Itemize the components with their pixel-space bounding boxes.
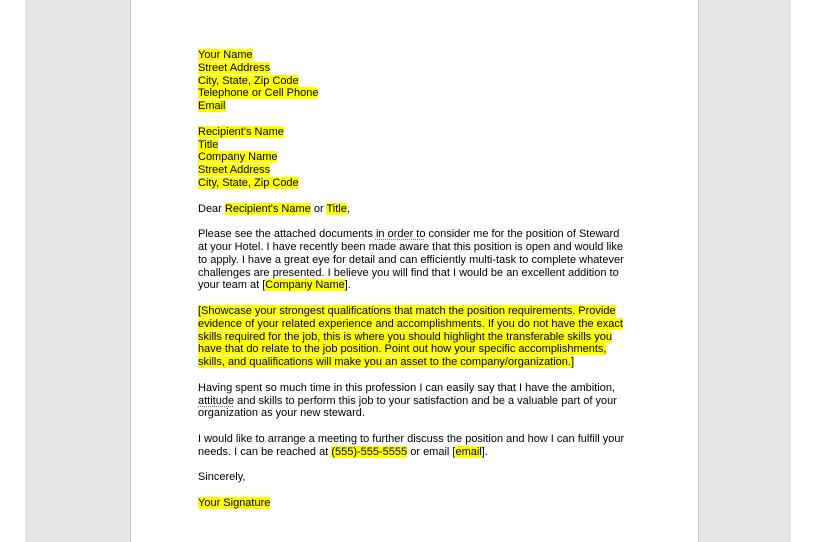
qualifications-line-5 <box>198 356 638 369</box>
recipient-title-line <box>198 139 638 152</box>
qualifications-line-4 <box>198 343 638 356</box>
sender-street-line <box>198 62 638 75</box>
sender-street: Street Address <box>198 61 271 74</box>
meeting-line-2-e: ]. <box>481 445 488 458</box>
qualifications-line-3 <box>198 331 638 344</box>
qualifications-line-1 <box>198 305 638 318</box>
salutation-end: , <box>346 202 350 215</box>
meeting-email: email <box>455 445 482 458</box>
experience-line-3: organization as your new steward. <box>198 407 365 420</box>
experience-line-2 <box>198 395 638 408</box>
experience-line-2-b: and skills to perform this job to your satisfaction and be a valuable part of your <box>234 394 617 407</box>
sender-name-line <box>198 49 638 62</box>
salutation-name: Recipient's Name <box>224 202 311 215</box>
qualifications-text-1: [Showcase your strongest qualifications that match the position requirements. Provide <box>198 304 616 317</box>
sender-city-line <box>198 75 638 88</box>
intro-company-name: Company Name <box>265 279 345 292</box>
meeting-line-1: I would like to arrange a meeting to further discuss the position and how I can fulfill your <box>198 432 625 445</box>
meeting-line-2-c: or email [ <box>407 445 456 458</box>
meeting-phone: (555)-555-5555 <box>331 445 408 458</box>
sender-phone: Telephone or Cell Phone <box>198 87 319 100</box>
recipient-name-line <box>198 126 638 139</box>
paragraph-meeting <box>198 433 638 459</box>
intro-line-5 <box>198 279 638 292</box>
salutation-or: or <box>310 202 327 215</box>
qualifications-line-2 <box>198 318 638 331</box>
intro-line-5-c: ]. <box>344 279 351 292</box>
intro-line-1 <box>198 228 638 241</box>
recipient-city-line <box>198 177 638 190</box>
sender-phone-line <box>198 87 638 100</box>
letter-body[interactable] <box>198 49 638 510</box>
qualifications-text-4: have that do relate to the job position. Point out how your specific accomplishments, <box>198 343 607 356</box>
recipient-street-line <box>198 164 638 177</box>
grammar-flag-in-order-to[interactable]: in order to <box>375 228 426 241</box>
recipient-city: City, State, Zip Code <box>198 176 299 189</box>
qualifications-text-2: evidence of your related experience and accomplishments. If you do not have the exact <box>198 317 623 330</box>
grammar-flag-attitude[interactable]: attitude <box>198 394 235 407</box>
experience-line-1: Having spent so much time in this profession I can easily say that I have the ambition, <box>198 381 615 394</box>
sender-name: Your Name <box>198 49 253 61</box>
salutation <box>198 203 638 216</box>
qualifications-text-3: skills required for the job, this is where you should highlight the transferable skills you <box>198 330 612 343</box>
intro-line-3: to apply. I have a great eye for detail and can efficiently multi-task to complete whatever <box>198 253 624 266</box>
recipient-street: Street Address <box>198 164 271 177</box>
salutation-dear: Dear <box>198 202 225 215</box>
sender-email: Email <box>198 100 226 113</box>
recipient-company-line <box>198 151 638 164</box>
closing: Sincerely, <box>198 471 246 484</box>
intro-line-5-a: your team at [ <box>198 279 266 292</box>
intro-line-2: at your Hotel. I have recently been made aware that this position is open and would like <box>198 240 623 253</box>
meeting-line-2 <box>198 446 638 459</box>
paragraph-experience <box>198 382 638 420</box>
signature-line <box>198 497 638 510</box>
intro-line-4: challenges are presented. I believe you will find that I would be an excellent addition to <box>198 266 619 279</box>
paragraph-intro <box>198 228 638 292</box>
meeting-line-2-a: needs. I can be reached at <box>198 445 332 458</box>
document-page[interactable] <box>130 0 699 542</box>
signature: Your Signature <box>198 496 271 509</box>
sender-city: City, State, Zip Code <box>198 74 299 87</box>
intro-line-1-a: Please see the attached documents <box>198 228 376 241</box>
qualifications-text-5: skills, and qualifications will make you an asset to the company/organization.] <box>198 356 575 369</box>
salutation-title: Title <box>326 202 347 215</box>
recipient-name: Recipient's Name <box>198 125 284 138</box>
intro-line-1-c: consider me for the position of Steward <box>425 228 620 241</box>
paragraph-qualifications <box>198 305 638 369</box>
recipient-company: Company Name <box>198 151 278 164</box>
sender-email-line <box>198 100 638 113</box>
recipient-title: Title <box>198 138 219 151</box>
